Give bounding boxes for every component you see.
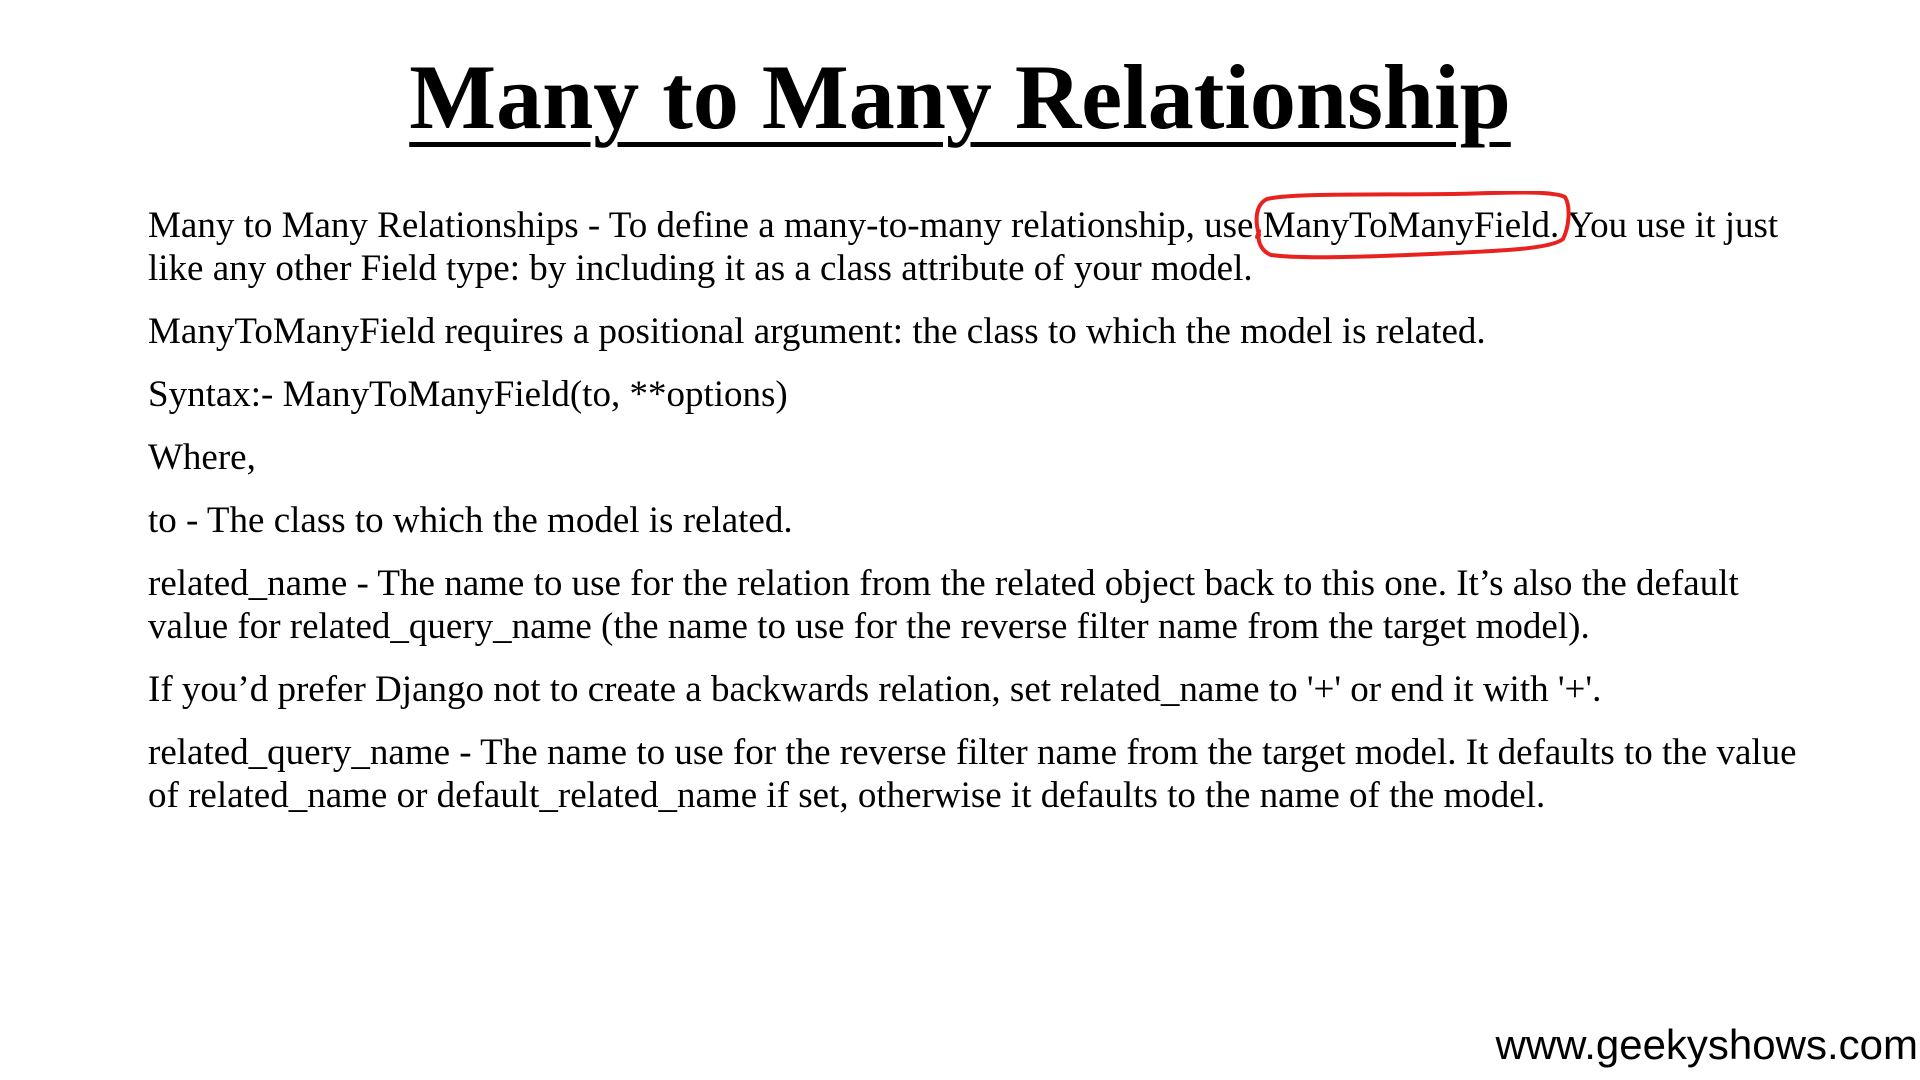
paragraph-to: to - The class to which the model is related. <box>148 500 793 541</box>
paragraph-related-name: related_name - The name to use for the relation from the related object back to this one. It’s also the default value for related_query_name (the name to use for the reverse filter name from the target model). <box>148 563 1739 647</box>
slide-title <box>0 42 1920 152</box>
paragraph-where: Where, <box>148 437 256 478</box>
paragraph-backwards-relation: If you’d prefer Django not to create a backwards relation, set related_name to '+' or end it with '+'. <box>148 669 1602 710</box>
paragraph-syntax: Syntax:- ManyToManyField(to, **options) <box>148 374 788 415</box>
slide-content <box>148 204 1798 837</box>
highlighted-term <box>1263 205 1550 246</box>
footer-url: www.geekyshows.com <box>1495 1021 1918 1068</box>
paragraph-requirement: ManyToManyField requires a positional argument: the class to which the model is related. <box>148 311 1486 352</box>
intro-text-before: Many to Many Relationships - To define a many-to-many relationship, use <box>148 205 1263 246</box>
intro-text-after: . You use it just like any other Field type: by including it as a class attribute of your model. <box>148 205 1779 289</box>
paragraph-related-query-name: related_query_name - The name to use for the reverse filter name from the target model. It defaults to the value of related_name or default_related_name if set, otherwise it defaults to the name of the model. <box>148 732 1797 816</box>
highlighted-term-text: ManyToManyField <box>1262 205 1550 246</box>
paragraph-intro <box>148 204 1798 290</box>
slide-title-text: Many to Many Relationship <box>409 46 1511 148</box>
